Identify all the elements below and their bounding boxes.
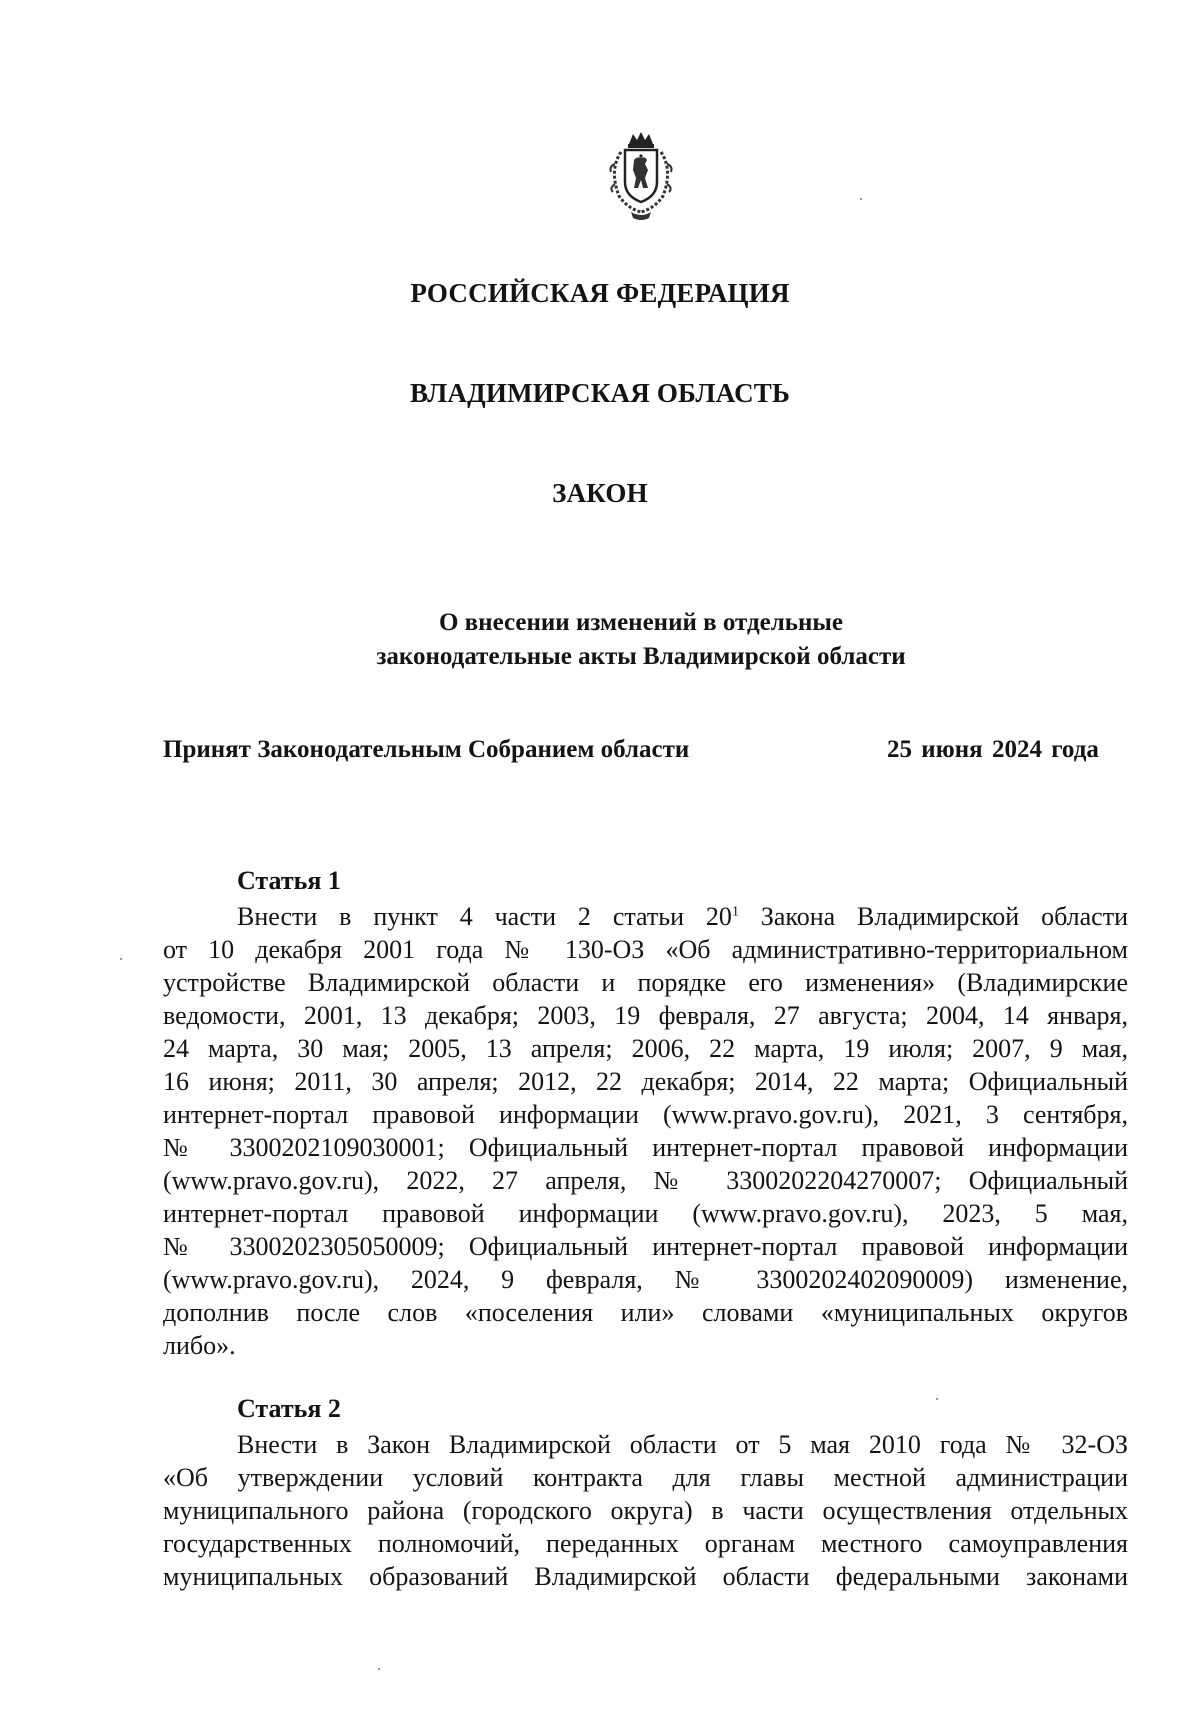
law-title-line-1: О внесении изменений в отдельные [438, 609, 844, 636]
document-type-heading: ЗАКОН [552, 478, 648, 508]
scan-speck [120, 958, 122, 960]
article-1-line: интернет-портал правовой информации (www.pravo.gov.ru), 2023, 5 мая, [163, 1199, 1128, 1228]
adoption-date: 25 июня 2024 года [887, 736, 1099, 763]
article-1-line: от 10 декабря 2001 года № 130-ОЗ «Об административно-территориальном [163, 935, 1128, 964]
article-1-line: интернет-портал правовой информации (www.pravo.gov.ru), 2021, 3 сентября, [163, 1100, 1128, 1129]
region-heading: ВЛАДИМИРСКАЯ ОБЛАСТЬ [409, 378, 791, 408]
article-2-line: государственных полномочий, переданных органам местного самоуправления [163, 1529, 1128, 1558]
article-2-line: «Об утверждении условий контракта для главы местной администрации [163, 1463, 1128, 1492]
article-1-line: (www.pravo.gov.ru), 2024, 9 февраля, № 3300202402090009) изменение, [163, 1265, 1128, 1294]
article-2-line: Внести в Закон Владимирской области от 5 мая 2010 года № 32-ОЗ [237, 1430, 1128, 1459]
adoption-label: Принят Законодательным Собранием области [163, 736, 690, 763]
article-1-line: Внести в пункт 4 части 2 статьи $20^1$ Закона Владимирской области [237, 902, 1128, 931]
article-1-line: № 3300202109030001; Официальный интернет-портал правовой информации [163, 1133, 1128, 1162]
article-1-line: дополнив после слов «поселения или» словами «муниципальных округов [163, 1298, 1128, 1327]
article-1-line: 24 марта, 30 мая; 2005, 13 апреля; 2006, 22 марта, 19 июля; 2007, 9 мая, [163, 1034, 1128, 1063]
law-title-line-2: законодательные акты Владимирской области [376, 643, 906, 670]
article-2-heading: Статья 2 [237, 1394, 341, 1423]
article-1-line: ведомости, 2001, 13 декабря; 2003, 19 февраля, 27 августа; 2004, 14 января, [163, 1001, 1128, 1030]
coat-of-arms-icon [601, 130, 681, 222]
scan-speck [936, 1398, 938, 1400]
article-1-heading: Статья 1 [237, 866, 341, 895]
article-2-text [163, 1428, 1128, 1593]
scan-speck [860, 198, 862, 200]
article-1-line: устройстве Владимирской области и порядке его изменения» (Владимирские [163, 968, 1128, 997]
article-1-line: (www.pravo.gov.ru), 2022, 27 апреля, № 3300202204270007; Официальный [163, 1166, 1128, 1195]
article-2-line: муниципального района (городского округа) в части осуществления отдельных [163, 1496, 1128, 1525]
article-2-line: муниципальных образований Владимирской области федеральными законами [163, 1562, 1128, 1591]
article-1-text [163, 900, 1128, 1362]
article-1-line: 16 июня; 2011, 30 апреля; 2012, 22 декабря; 2014, 22 марта; Официальный [163, 1067, 1128, 1096]
law-title [0, 606, 1200, 674]
country-heading: РОССИЙСКАЯ ФЕДЕРАЦИЯ [410, 278, 790, 308]
article-1-line: либо». [163, 1331, 236, 1360]
scan-speck [378, 1668, 380, 1670]
article-1-line: № 3300202305050009; Официальный интернет-портал правовой информации [163, 1232, 1128, 1261]
